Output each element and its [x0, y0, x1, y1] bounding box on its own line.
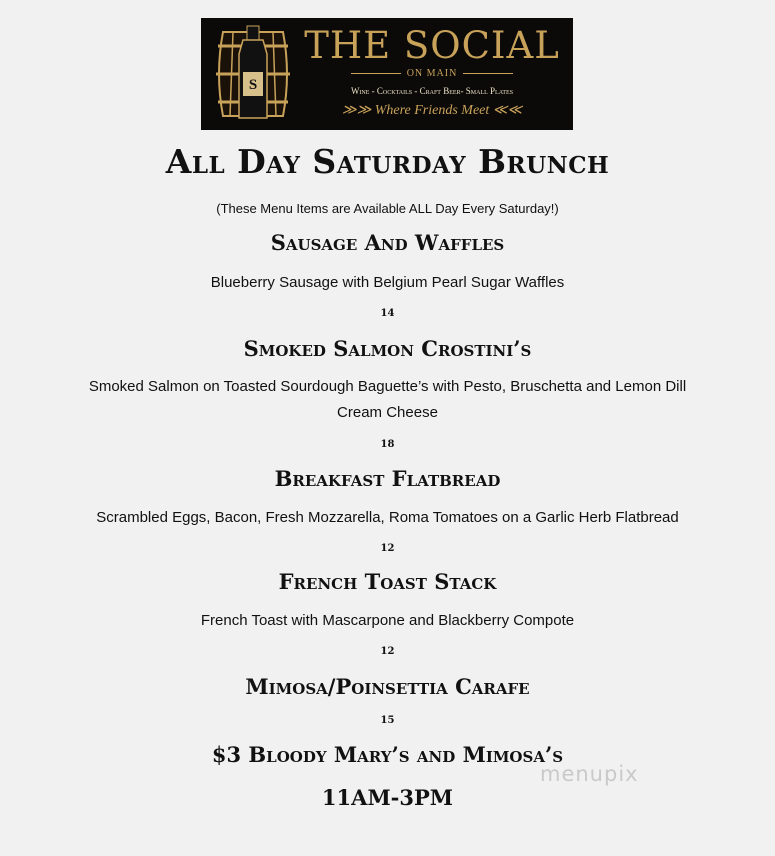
menu-item-price: 18: [380, 439, 395, 450]
brunch-hours: 11AM-3PM: [321, 785, 454, 810]
logo-title: THE SOCIAL: [304, 24, 560, 67]
menu-item-price: 15: [380, 715, 395, 726]
menu-item-price: 12: [380, 646, 395, 657]
menu-item-title: French Toast Stack: [278, 569, 497, 594]
menu-item-title: Sausage And Waffles: [270, 230, 505, 255]
availability-note: (These Menu Items are Available ALL Day Every Saturday!): [216, 201, 559, 216]
menu-item-description: Cream Cheese: [337, 404, 438, 421]
logo-slogan: ≫≫ Where Friends Meet ≪≪: [341, 103, 523, 118]
menu-item-description: French Toast with Mascarpone and Blackberry Compote: [200, 612, 575, 629]
restaurant-logo: [201, 18, 573, 130]
menu-item-description: Scrambled Eggs, Bacon, Fresh Mozzarella, Roma Tomatoes on a Garlic Herb Flatbread: [96, 509, 679, 526]
page-title: All Day Saturday Brunch: [165, 142, 610, 181]
menu-item-description: Blueberry Sausage with Belgium Pearl Sugar Waffles: [210, 274, 565, 291]
menu-item-title: Mimosa/Poinsettia Carafe: [245, 674, 530, 699]
menu-item-price: 12: [380, 543, 395, 554]
menu-item-title: Breakfast Flatbread: [274, 466, 501, 491]
menu-item-title: Smoked Salmon Crostini’s: [243, 336, 532, 361]
svg-text:S: S: [248, 77, 258, 93]
logo-subtitle: ON MAIN: [297, 68, 567, 79]
menu-item-price: 14: [380, 308, 395, 319]
watermark: menupix: [540, 762, 639, 786]
drink-special: $3 Bloody Mary’s and Mimosa’s: [211, 742, 564, 767]
logo-tagline: Wine - Cocktails - Craft Beer- Small Plates: [350, 86, 514, 96]
menu-item-description: Smoked Salmon on Toasted Sourdough Baguette’s with Pesto, Bruschetta and Lemon Dill: [88, 378, 687, 395]
wine-barrel-icon: [213, 24, 293, 124]
